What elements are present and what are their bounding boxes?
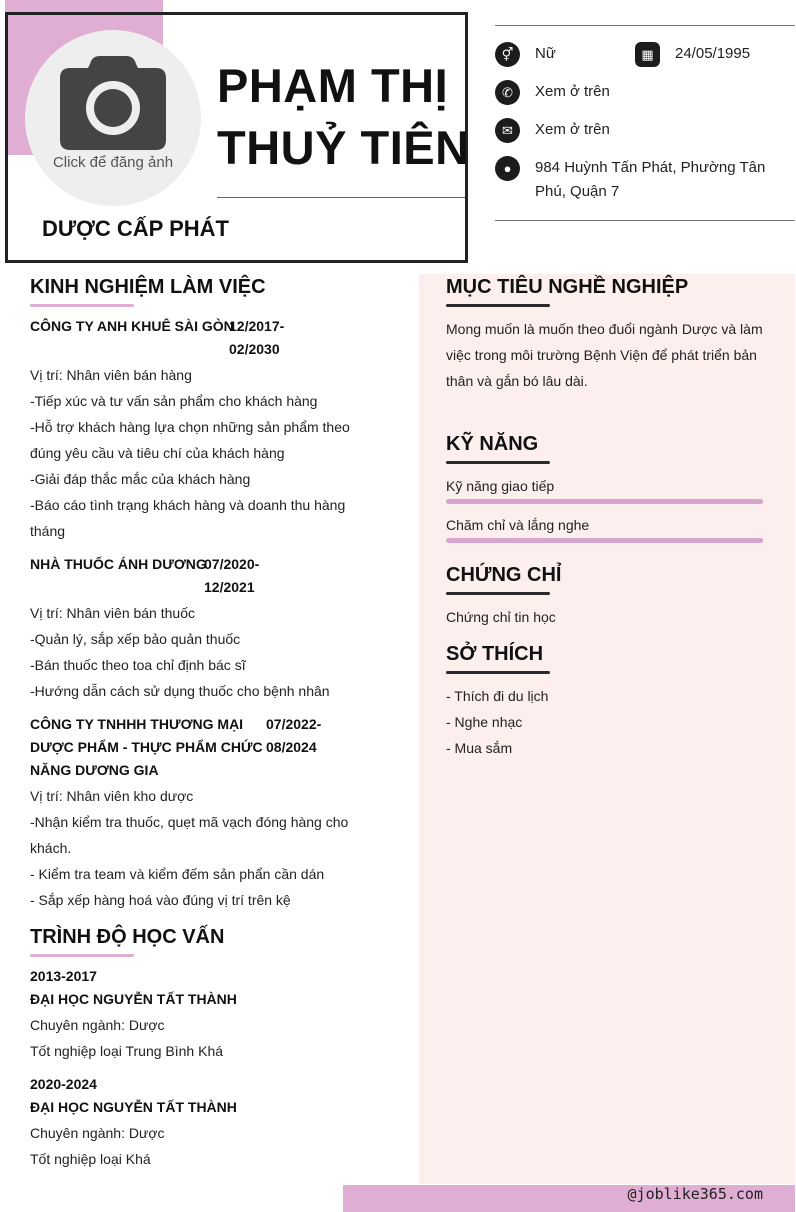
job-1-line: Vị trí: Nhân viên bán hàng	[30, 367, 192, 383]
education-underline	[30, 954, 134, 957]
skill-level-fill	[446, 499, 763, 504]
job-1-line: -Báo cáo tình trạng khách hàng và doanh thu hàng	[30, 497, 346, 513]
certificates-underline	[446, 592, 550, 595]
address-line-1: 984 Huỳnh Tấn Phát, Phường Tân	[535, 159, 766, 176]
phone-icon: ✆	[495, 80, 520, 105]
hobby-item: - Mua sắm	[446, 740, 513, 756]
hobbies-heading: SỞ THÍCH	[446, 643, 544, 665]
skill-level-fill	[446, 538, 763, 543]
education-entry-1-header	[30, 965, 237, 1011]
objective-line: việc trong môi trường Bệnh Viện để phát triển bản	[446, 347, 757, 363]
job-3-line: - Kiểm tra team và kiểm đếm sản phẩn cần dán	[30, 866, 325, 882]
job-1-company: CÔNG TY ANH KHUÊ SÀI GÒN	[30, 318, 234, 334]
job-3-period-end: 08/2024	[266, 739, 317, 755]
email-icon: ✉	[495, 118, 520, 143]
hobby-item: - Nghe nhạc	[446, 714, 523, 730]
job-3-company-line: CÔNG TY TNHHH THƯƠNG MẠI	[30, 716, 244, 732]
job-1-line: -Hỗ trợ khách hàng lựa chọn những sản phẩm theo	[30, 419, 350, 435]
education-major: Chuyên ngành: Dược	[30, 1017, 165, 1033]
address-line-2: Phú, Quận 7	[535, 183, 620, 200]
experience-heading: KINH NGHIỆM LÀM VIỆC	[30, 276, 266, 298]
skill-label: Kỹ năng giao tiếp	[446, 478, 555, 494]
gender-value: Nữ	[535, 45, 556, 62]
job-3-period-start: 07/2022-	[266, 716, 322, 732]
job-2-line: Vị trí: Nhân viên bán thuốc	[30, 605, 195, 621]
name-divider	[217, 197, 465, 198]
contact-phone	[495, 80, 610, 105]
education-entry-2-header	[30, 1073, 237, 1119]
contact-email	[495, 118, 610, 143]
job-2-details	[30, 600, 352, 704]
certificates-heading: CHỨNG CHỈ	[446, 564, 562, 586]
contact-gender	[495, 42, 556, 67]
avatar-upload[interactable]	[25, 30, 201, 206]
certificate-item: Chứng chỉ tin học	[446, 609, 556, 625]
candidate-name	[217, 55, 470, 179]
name-line-2: THUỶ TIÊN	[217, 121, 470, 174]
job-2-period-start: 07/2020-	[204, 556, 260, 572]
education-grade: Tốt nghiệp loại Khá	[30, 1151, 151, 1167]
education-grade: Tốt nghiệp loại Trung Bình Khá	[30, 1043, 224, 1059]
education-years: 2020-2024	[30, 1076, 97, 1092]
job-3-line: -Nhận kiểm tra thuốc, quẹt mã vạch đóng hàng cho	[30, 814, 349, 830]
hobbies-list	[446, 683, 548, 761]
objective-line: Mong muốn là muốn theo đuổi ngành Dược và làm	[446, 321, 763, 337]
education-entry-2-details	[30, 1120, 165, 1172]
education-entry-1-details	[30, 1012, 223, 1064]
job-3-line: Vị trí: Nhân viên kho dược	[30, 788, 194, 804]
job-3-details	[30, 783, 352, 913]
skills-underline	[446, 461, 550, 464]
camera-icon	[60, 56, 166, 152]
education-school: ĐẠI HỌC NGUYỄN TẤT THÀNH	[30, 1099, 237, 1115]
job-2-line: -Quản lý, sắp xếp bảo quản thuốc	[30, 631, 241, 647]
education-school: ĐẠI HỌC NGUYỄN TẤT THÀNH	[30, 991, 237, 1007]
job-3-company-line: DƯỢC PHẨM - THỰC PHẨM CHỨC	[30, 739, 263, 755]
location-icon: ●	[495, 156, 520, 181]
job-2-period	[204, 553, 259, 599]
objective-heading: MỤC TIÊU NGHỀ NGHIỆP	[446, 276, 689, 298]
gender-icon: ⚥	[495, 42, 520, 67]
hobby-item: - Thích đi du lịch	[446, 688, 549, 704]
job-3-period	[266, 713, 321, 759]
objective-underline	[446, 304, 550, 307]
skills-heading: KỸ NĂNG	[446, 433, 539, 455]
experience-underline	[30, 304, 134, 307]
footer-brand[interactable]: @joblike365.com	[627, 1185, 763, 1203]
phone-value: Xem ở trên	[535, 83, 610, 100]
contact-birthday	[635, 42, 750, 67]
birthday-value: 24/05/1995	[675, 45, 751, 62]
job-1-line: tháng	[30, 523, 66, 539]
job-2-line: -Hướng dẫn cách sử dụng thuốc cho bệnh nhân	[30, 683, 330, 699]
job-3-line: khách.	[30, 840, 72, 856]
skill-label: Chăm chỉ và lắng nghe	[446, 517, 590, 533]
education-major: Chuyên ngành: Dược	[30, 1125, 165, 1141]
job-2-company: NHÀ THUỐC ÁNH DƯƠNG	[30, 556, 207, 572]
education-heading: TRÌNH ĐỘ HỌC VẤN	[30, 926, 225, 948]
job-1-period	[229, 315, 284, 361]
job-2-line: -Bán thuốc theo toa chỉ định bác sĩ	[30, 657, 246, 673]
job-3-company	[30, 713, 263, 782]
job-1-line: -Giải đáp thắc mắc của khách hàng	[30, 471, 251, 487]
job-1-line: -Tiếp xúc và tư vấn sản phẩm cho khách hàng	[30, 393, 318, 409]
hobbies-underline	[446, 671, 550, 674]
contact-divider-bottom	[495, 220, 795, 221]
job-1-details	[30, 362, 352, 544]
job-2-period-end: 12/2021	[204, 579, 255, 595]
calendar-icon: ▦	[635, 42, 660, 67]
skill-level-bar	[446, 499, 763, 504]
objective-text	[446, 316, 775, 394]
email-value: Xem ở trên	[535, 121, 610, 138]
job-1-line: đúng yêu cầu và tiêu chí của khách hàng	[30, 445, 285, 461]
job-title: DƯỢC CẤP PHÁT	[42, 216, 229, 241]
education-years: 2013-2017	[30, 968, 97, 984]
skill-level-bar	[446, 538, 763, 543]
objective-line: thân và gắn bó lâu dài.	[446, 373, 588, 389]
contact-address	[495, 156, 765, 204]
job-3-company-line: NĂNG DƯƠNG GIA	[30, 762, 159, 778]
job-1-period-start: 12/2017-	[229, 318, 285, 334]
job-1-period-end: 02/2030	[229, 341, 280, 357]
contact-divider-top	[495, 25, 795, 26]
name-line-1: PHẠM THỊ	[217, 59, 449, 112]
avatar-caption: Click để đăng ảnh	[52, 154, 174, 171]
job-3-line: - Sắp xếp hàng hoá vào đúng vị trí trên kệ	[30, 892, 291, 908]
